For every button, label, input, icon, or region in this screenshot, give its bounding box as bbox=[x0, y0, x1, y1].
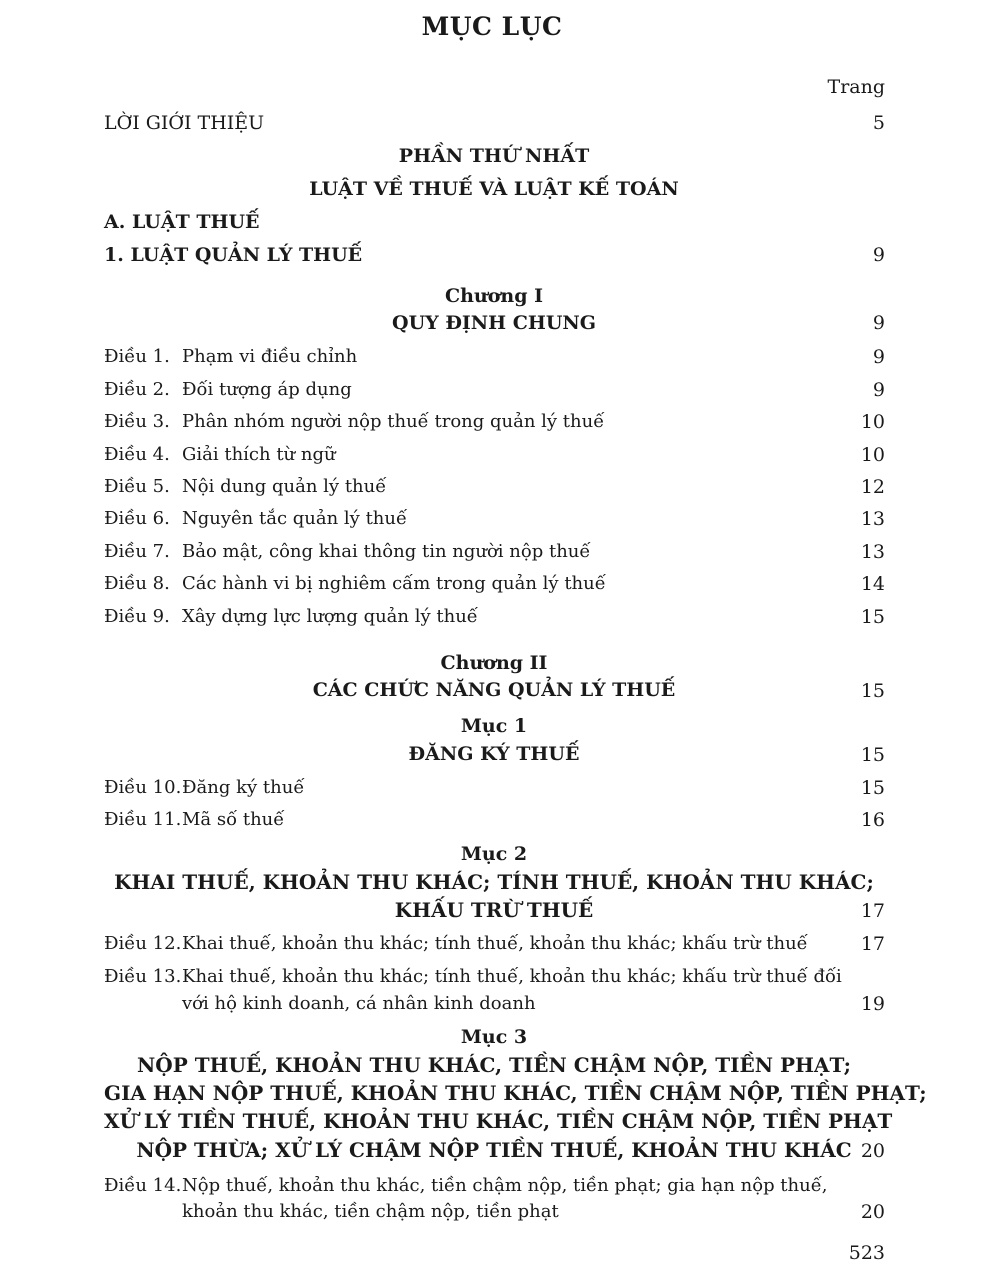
article-title[interactable]: Nội dung quản lý thuế bbox=[182, 476, 387, 497]
muc2-page: 17 bbox=[860, 900, 885, 922]
muc3-label: Mục 3 bbox=[460, 1026, 528, 1048]
chapter2-page: 15 bbox=[860, 680, 885, 702]
article-page: 14 bbox=[860, 573, 885, 595]
article-page: 17 bbox=[860, 933, 885, 955]
toc-entry-intro-page: 5 bbox=[872, 112, 885, 134]
muc3-title-line1[interactable]: NỘP THUẾ, KHOẢN THU KHÁC, TIỀN CHẬM NỘP, TIỀN PHẠT; bbox=[136, 1053, 851, 1077]
article-number: Điều 2. bbox=[104, 379, 170, 400]
article-page: 20 bbox=[860, 1201, 885, 1223]
article-page: 16 bbox=[860, 809, 885, 831]
article-title[interactable]: Đăng ký thuế bbox=[182, 777, 305, 798]
part-subheading: LUẬT VỀ THUẾ VÀ LUẬT KẾ TOÁN bbox=[309, 178, 679, 200]
muc3-page: 20 bbox=[860, 1140, 885, 1162]
muc2-title-line1[interactable]: KHAI THUẾ, KHOẢN THU KHÁC; TÍNH THUẾ, KHOẢN THU KHÁC; bbox=[114, 870, 874, 894]
article-page: 13 bbox=[860, 508, 885, 530]
article-title[interactable]: Phạm vi điều chỉnh bbox=[182, 346, 358, 367]
article-page: 9 bbox=[872, 346, 885, 368]
chapter1-title[interactable]: QUY ĐỊNH CHUNG bbox=[392, 312, 596, 334]
article-title[interactable]: Nguyên tắc quản lý thuế bbox=[182, 508, 408, 529]
article-number: Điều 12. bbox=[104, 933, 182, 954]
muc3-title-line4[interactable]: NỘP THỪA; XỬ LÝ CHẬM NỘP TIỀN THUẾ, KHOẢN THU KHÁC bbox=[136, 1138, 852, 1162]
article-page: 10 bbox=[860, 444, 885, 466]
article-title[interactable]: Nộp thuế, khoản thu khác, tiền chậm nộp, tiền phạt; gia hạn nộp thuế, bbox=[182, 1175, 828, 1196]
part-heading: PHẦN THỨ NHẤT bbox=[398, 145, 590, 167]
muc3-title-line3[interactable]: XỬ LÝ TIỀN THUẾ, KHOẢN THU KHÁC, TIỀN CHẬM NỘP, TIỀN PHẠT bbox=[104, 1109, 893, 1133]
article-number: Điều 6. bbox=[104, 508, 170, 529]
article-number: Điều 8. bbox=[104, 573, 170, 594]
article-title[interactable]: Xây dựng lực lượng quản lý thuế bbox=[182, 606, 478, 627]
article-title[interactable]: Phân nhóm người nộp thuế trong quản lý thuế bbox=[182, 411, 605, 432]
article-page: 15 bbox=[860, 606, 885, 628]
article-title[interactable]: Khai thuế, khoản thu khác; tính thuế, khoản thu khác; khấu trừ thuế bbox=[182, 933, 808, 954]
muc1-page: 15 bbox=[860, 744, 885, 766]
article-page: 13 bbox=[860, 541, 885, 563]
article-page: 15 bbox=[860, 777, 885, 799]
law1-heading[interactable]: 1. LUẬT QUẢN LÝ THUẾ bbox=[104, 244, 363, 266]
chapter2-label: Chương II bbox=[440, 652, 548, 674]
muc3-title-line2[interactable]: GIA HẠN NỘP THUẾ, KHOẢN THU KHÁC, TIỀN CHẬM NỘP, TIỀN PHẠT; bbox=[104, 1081, 927, 1105]
article-number: Điều 13. bbox=[104, 966, 182, 987]
article-title[interactable]: Mã số thuế bbox=[182, 809, 285, 830]
article-title-continued[interactable]: khoản thu khác, tiền chậm nộp, tiền phạt bbox=[182, 1201, 559, 1222]
article-number: Điều 11. bbox=[104, 809, 182, 830]
chapter1-page: 9 bbox=[872, 312, 885, 334]
article-title[interactable]: Giải thích từ ngữ bbox=[182, 444, 336, 465]
article-number: Điều 10. bbox=[104, 777, 182, 798]
muc2-label: Mục 2 bbox=[460, 843, 528, 865]
muc1-title[interactable]: ĐĂNG KÝ THUẾ bbox=[408, 743, 580, 765]
article-number: Điều 14. bbox=[104, 1175, 182, 1196]
article-number: Điều 3. bbox=[104, 411, 170, 432]
article-title[interactable]: Đối tượng áp dụng bbox=[182, 379, 352, 400]
chapter2-title[interactable]: CÁC CHỨC NĂNG QUẢN LÝ THUẾ bbox=[312, 679, 676, 701]
article-number: Điều 1. bbox=[104, 346, 170, 367]
article-number: Điều 9. bbox=[104, 606, 170, 627]
muc2-title-line2[interactable]: KHẤU TRỪ THUẾ bbox=[394, 898, 594, 922]
article-page: 19 bbox=[860, 993, 885, 1015]
section-a-heading: A. LUẬT THUẾ bbox=[104, 211, 260, 233]
chapter1-label: Chương I bbox=[444, 285, 544, 307]
toc-entry-intro-label[interactable]: LỜI GIỚI THIỆU bbox=[104, 112, 265, 134]
article-page: 9 bbox=[872, 379, 885, 401]
article-title[interactable]: Các hành vi bị nghiêm cấm trong quản lý thuế bbox=[182, 573, 606, 594]
article-page: 12 bbox=[860, 476, 885, 498]
page-column-label: Trang bbox=[827, 76, 885, 98]
page-title: MỤC LỤC bbox=[421, 12, 563, 41]
muc1-label: Mục 1 bbox=[460, 715, 528, 737]
article-page: 10 bbox=[860, 411, 885, 433]
article-number: Điều 7. bbox=[104, 541, 170, 562]
article-title[interactable]: Bảo mật, công khai thông tin người nộp thuế bbox=[182, 541, 591, 562]
article-title-continued[interactable]: với hộ kinh doanh, cá nhân kinh doanh bbox=[182, 993, 536, 1014]
article-title[interactable]: Khai thuế, khoản thu khác; tính thuế, khoản thu khác; khấu trừ thuế đối bbox=[182, 966, 842, 987]
page-number: 523 bbox=[848, 1242, 885, 1264]
article-number: Điều 5. bbox=[104, 476, 170, 497]
law1-page: 9 bbox=[872, 244, 885, 266]
article-number: Điều 4. bbox=[104, 444, 170, 465]
